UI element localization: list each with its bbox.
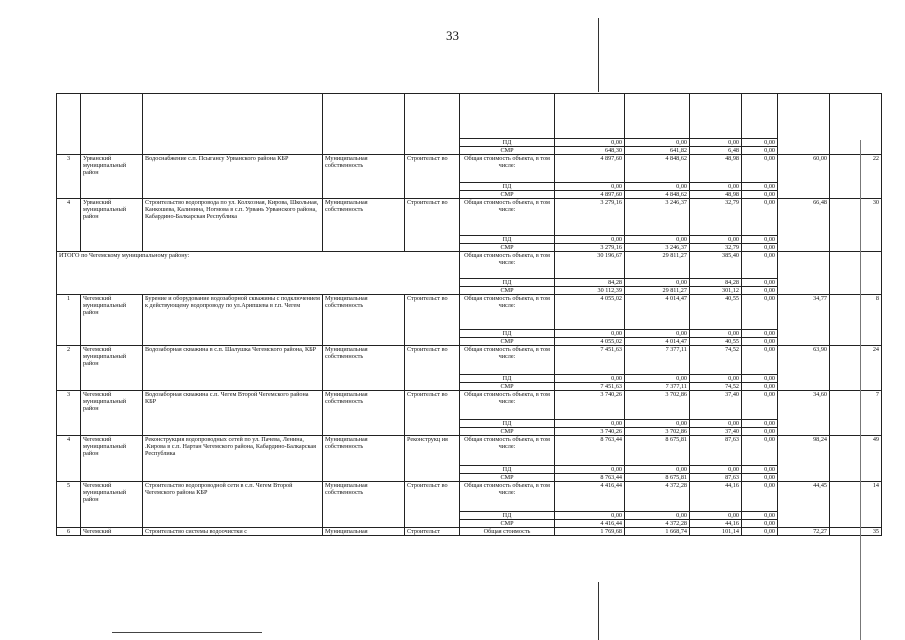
- amount-cell-a: 3 740,26: [555, 428, 625, 436]
- amount-cell-a: 8 763,44: [555, 474, 625, 482]
- amount-cell-d: 0,00: [742, 279, 778, 287]
- smr-label: СМР: [460, 474, 555, 482]
- blank-cell: [81, 147, 143, 155]
- count-cell: 8: [830, 295, 882, 346]
- blank-cell: [778, 147, 830, 155]
- total-cost-label: Общая стоимость объекта, в том числе:: [460, 252, 555, 279]
- amount-cell-d: 0,00: [742, 428, 778, 436]
- amount-cell-d: 0,00: [742, 338, 778, 346]
- table-row: [57, 139, 882, 147]
- amount-cell-a: 4 416,44: [555, 520, 625, 528]
- blank-cell: [830, 94, 882, 139]
- amount-cell-b: 0,00: [625, 512, 690, 520]
- amount-cell-a: 4 897,60: [555, 191, 625, 199]
- count-cell: 14: [830, 482, 882, 528]
- amount-cell-a: 84,28: [555, 279, 625, 287]
- indicator-cell: 44,45: [778, 482, 830, 528]
- amount-cell-a: 7 451,63: [555, 383, 625, 391]
- amount-cell-a: 30 196,67: [555, 252, 625, 279]
- indicator-cell: 34,77: [778, 295, 830, 346]
- amount-cell-d: 0,00: [742, 199, 778, 236]
- smr-label: СМР: [460, 428, 555, 436]
- district-cell: Чегемский муниципальный район: [81, 346, 143, 391]
- amount-cell-b: 3 702,86: [625, 391, 690, 420]
- district-cell: Чегемский муниципальный район: [81, 436, 143, 482]
- amount-cell-b: 0,00: [625, 183, 690, 191]
- ownership-cell: Муниципальная собственность: [323, 482, 405, 528]
- object-name-cell: Бурение и оборудование водозаборной скважины с подключением к действующему водопроводу по ул.Арипшева в г.п. Чегем: [143, 295, 323, 346]
- right-margin-rule: [860, 140, 861, 640]
- investment-table: [56, 93, 882, 536]
- indicator-cell: 98,24: [778, 436, 830, 482]
- count-cell: 35: [830, 528, 882, 536]
- amount-cell-a: 4 416,44: [555, 482, 625, 512]
- amount-cell-b: 0,00: [625, 279, 690, 287]
- amount-cell-d: 0,00: [742, 295, 778, 330]
- row-number: 3: [57, 155, 81, 199]
- amount-cell-b: 0,00: [625, 466, 690, 474]
- district-cell: Чегемский: [81, 528, 143, 536]
- indicator-cell: 60,00: [778, 155, 830, 199]
- amount-cell-a: 0,00: [555, 330, 625, 338]
- amount-cell-b: 0,00: [625, 139, 690, 147]
- pd-label: ПД: [460, 375, 555, 383]
- amount-cell-c: 37,40: [690, 428, 742, 436]
- row-number: 1: [57, 295, 81, 346]
- object-name-cell: Водоснабжение с.п. Псыгансу Урванского района КБР: [143, 155, 323, 199]
- amount-cell-b: 0,00: [625, 420, 690, 428]
- pd-label: ПД: [460, 139, 555, 147]
- table-row: [57, 482, 882, 512]
- blank-cell: [830, 252, 882, 279]
- amount-cell-d: 0,00: [742, 512, 778, 520]
- ownership-cell: Муниципальная собственность: [323, 346, 405, 391]
- amount-cell-b: 0,00: [625, 330, 690, 338]
- amount-cell-a: 8 763,44: [555, 436, 625, 466]
- amount-cell-b: 4 848,62: [625, 155, 690, 183]
- amount-cell-d: 0,00: [742, 147, 778, 155]
- ownership-cell: Муниципальная собственность: [323, 199, 405, 252]
- amount-cell-d: 0,00: [742, 528, 778, 536]
- summary-label: ИТОГО по Чегемскому муниципальному району:: [57, 252, 460, 295]
- smr-label: СМР: [460, 244, 555, 252]
- amount-cell-d: 0,00: [742, 383, 778, 391]
- amount-cell-a: 3 279,16: [555, 199, 625, 236]
- blank-cell: [742, 94, 778, 139]
- table-row: [57, 295, 882, 330]
- pd-label: ПД: [460, 420, 555, 428]
- total-cost-label: Общая стоимость объекта, в том числе:: [460, 155, 555, 183]
- smr-label: СМР: [460, 338, 555, 346]
- amount-cell-d: 0,00: [742, 252, 778, 279]
- amount-cell-c: 48,98: [690, 191, 742, 199]
- amount-cell-c: 87,63: [690, 436, 742, 466]
- amount-cell-c: 37,40: [690, 391, 742, 420]
- blank-cell: [555, 94, 625, 139]
- amount-cell-d: 0,00: [742, 346, 778, 375]
- amount-cell-c: 32,79: [690, 199, 742, 236]
- amount-cell-b: 7 377,11: [625, 346, 690, 375]
- table-row: [57, 436, 882, 466]
- ownership-cell: Муниципальная собственность: [323, 295, 405, 346]
- amount-cell-d: 0,00: [742, 287, 778, 295]
- page-number: 33: [446, 28, 459, 43]
- blank-cell: [625, 94, 690, 139]
- blank-cell: [81, 139, 143, 147]
- amount-cell-c: 40,55: [690, 295, 742, 330]
- ownership-cell: Муниципальная собственность: [323, 155, 405, 199]
- amount-cell-c: 0,00: [690, 330, 742, 338]
- amount-cell-a: 0,00: [555, 420, 625, 428]
- amount-cell-c: 87,63: [690, 474, 742, 482]
- amount-cell-a: 0,00: [555, 512, 625, 520]
- amount-cell-d: 0,00: [742, 236, 778, 244]
- amount-cell-b: 3 702,86: [625, 428, 690, 436]
- smr-label: СМР: [460, 287, 555, 295]
- pd-label: ПД: [460, 330, 555, 338]
- amount-cell-d: 0,00: [742, 436, 778, 466]
- blank-cell: [830, 147, 882, 155]
- amount-cell-a: 648,30: [555, 147, 625, 155]
- amount-cell-a: 7 451,63: [555, 346, 625, 375]
- row-number: 4: [57, 199, 81, 252]
- amount-cell-c: 84,28: [690, 279, 742, 287]
- amount-cell-a: 3 279,16: [555, 244, 625, 252]
- amount-cell-b: 4 372,28: [625, 482, 690, 512]
- blank-cell: [323, 139, 405, 147]
- blank-cell: [57, 94, 81, 139]
- pd-label: ПД: [460, 183, 555, 191]
- object-name-cell: Водозаборная скважина в с.п. Шалушка Чегемского района, КБР: [143, 346, 323, 391]
- work-type-cell: Реконструкц ия: [405, 436, 460, 482]
- indicator-cell: 63,90: [778, 346, 830, 391]
- amount-cell-b: 8 675,81: [625, 436, 690, 466]
- table-row: [57, 94, 882, 139]
- amount-cell-c: 0,00: [690, 420, 742, 428]
- count-cell: 22: [830, 155, 882, 199]
- amount-cell-b: 1 668,74: [625, 528, 690, 536]
- blank-cell: [830, 287, 882, 295]
- table-row: [57, 346, 882, 375]
- amount-cell-a: 0,00: [555, 183, 625, 191]
- amount-cell-a: 0,00: [555, 375, 625, 383]
- indicator-cell: 34,60: [778, 391, 830, 436]
- amount-cell-a: 3 740,26: [555, 391, 625, 420]
- indicator-cell: 66,48: [778, 199, 830, 252]
- amount-cell-d: 0,00: [742, 155, 778, 183]
- amount-cell-c: 74,52: [690, 346, 742, 375]
- amount-cell-d: 0,00: [742, 139, 778, 147]
- blank-cell: [323, 147, 405, 155]
- amount-cell-a: 4 055,02: [555, 295, 625, 330]
- blank-cell: [57, 147, 81, 155]
- work-type-cell: Строительст во: [405, 346, 460, 391]
- amount-cell-c: 0,00: [690, 375, 742, 383]
- count-cell: 7: [830, 391, 882, 436]
- pd-label: ПД: [460, 512, 555, 520]
- amount-cell-c: 301,12: [690, 287, 742, 295]
- amount-cell-b: 7 377,11: [625, 383, 690, 391]
- total-cost-label: Общая стоимость объекта, в том числе:: [460, 482, 555, 512]
- work-type-cell: Строительст во: [405, 391, 460, 436]
- amount-cell-d: 0,00: [742, 466, 778, 474]
- row-number: 3: [57, 391, 81, 436]
- smr-label: СМР: [460, 520, 555, 528]
- amount-cell-a: 0,00: [555, 236, 625, 244]
- amount-cell-c: 0,00: [690, 512, 742, 520]
- smr-label: СМР: [460, 191, 555, 199]
- table-row: [57, 147, 882, 155]
- work-type-cell: Строительст: [405, 528, 460, 536]
- amount-cell-d: 0,00: [742, 474, 778, 482]
- table-row: [57, 391, 882, 420]
- count-cell: 49: [830, 436, 882, 482]
- blank-cell: [778, 279, 830, 287]
- count-cell: 30: [830, 199, 882, 252]
- blank-cell: [778, 139, 830, 147]
- row-number: 4: [57, 436, 81, 482]
- amount-cell-d: 0,00: [742, 244, 778, 252]
- amount-cell-c: 0,00: [690, 183, 742, 191]
- count-cell: 24: [830, 346, 882, 391]
- total-cost-label: Общая стоимость объекта, в том числе:: [460, 199, 555, 236]
- amount-cell-c: 40,55: [690, 338, 742, 346]
- amount-cell-d: 0,00: [742, 420, 778, 428]
- amount-cell-b: 0,00: [625, 375, 690, 383]
- amount-cell-c: 74,52: [690, 383, 742, 391]
- district-cell: Чегемский муниципальный район: [81, 295, 143, 346]
- total-cost-label: Общая стоимость объекта, в том числе:: [460, 295, 555, 330]
- amount-cell-a: 0,00: [555, 139, 625, 147]
- district-cell: Чегемский муниципальный район: [81, 391, 143, 436]
- object-name-cell: Строительство водопровода по ул. Колхозная, Кирова, Школьная, Канкошева, Калинина, Ногмова в с.п. Урвань Урванского района, Кабардино-Балкарская Республика: [143, 199, 323, 252]
- amount-cell-c: 385,40: [690, 252, 742, 279]
- amount-cell-a: 4 897,60: [555, 155, 625, 183]
- blank-cell: [778, 94, 830, 139]
- amount-cell-c: 44,16: [690, 520, 742, 528]
- amount-cell-b: 3 246,37: [625, 199, 690, 236]
- row-number: 2: [57, 346, 81, 391]
- blank-cell: [690, 94, 742, 139]
- object-name-cell: Строительство системы водоочистки с: [143, 528, 323, 536]
- table-row: [57, 155, 882, 183]
- amount-cell-a: 0,00: [555, 466, 625, 474]
- table-row: [57, 252, 882, 279]
- margin-rule-top: [598, 18, 599, 92]
- blank-cell: [405, 147, 460, 155]
- table-row: [57, 199, 882, 236]
- amount-cell-b: 8 675,81: [625, 474, 690, 482]
- blank-cell: [323, 94, 405, 139]
- amount-cell-b: 3 246,37: [625, 244, 690, 252]
- amount-cell-d: 0,00: [742, 520, 778, 528]
- row-number: 6: [57, 528, 81, 536]
- total-cost-label: Общая стоимость объекта, в том числе:: [460, 436, 555, 466]
- work-type-cell: Строительст во: [405, 155, 460, 199]
- blank-cell: [830, 139, 882, 147]
- amount-cell-b: 4 372,28: [625, 520, 690, 528]
- amount-cell-c: 0,00: [690, 139, 742, 147]
- object-name-cell: Строительство водопроводной сети в с.п. Чегем Второй Чегемского района КБР: [143, 482, 323, 528]
- total-cost-label: Общая стоимость: [460, 528, 555, 536]
- amount-cell-b: 29 811,27: [625, 252, 690, 279]
- amount-cell-b: 641,82: [625, 147, 690, 155]
- district-cell: Урванский муниципальный район: [81, 199, 143, 252]
- amount-cell-d: 0,00: [742, 482, 778, 512]
- blank-cell: [405, 139, 460, 147]
- blank-cell: [57, 139, 81, 147]
- table-body: [57, 94, 882, 536]
- work-type-cell: Строительст во: [405, 295, 460, 346]
- work-type-cell: Строительст во: [405, 199, 460, 252]
- amount-cell-d: 0,00: [742, 391, 778, 420]
- pd-label: ПД: [460, 466, 555, 474]
- amount-cell-a: 30 112,39: [555, 287, 625, 295]
- indicator-cell: 72,27: [778, 528, 830, 536]
- object-name-cell: Водозаборная скважина с.п. Чегем Второй Чегемского района КБР: [143, 391, 323, 436]
- amount-cell-b: 4 014,47: [625, 338, 690, 346]
- blank-cell: [81, 94, 143, 139]
- amount-cell-c: 48,98: [690, 155, 742, 183]
- ownership-cell: Муниципальная собственность: [323, 391, 405, 436]
- pd-label: ПД: [460, 279, 555, 287]
- amount-cell-d: 0,00: [742, 191, 778, 199]
- bottom-rule: [112, 632, 262, 633]
- label-cell: [460, 94, 555, 139]
- amount-cell-d: 0,00: [742, 183, 778, 191]
- blank-cell: [143, 139, 323, 147]
- blank-cell: [778, 252, 830, 279]
- margin-rule-bottom: [598, 582, 599, 640]
- amount-cell-c: 44,16: [690, 482, 742, 512]
- smr-label: СМР: [460, 147, 555, 155]
- object-name-cell: Реконструкция водопроводных сетей по ул. Пачева, Ленина, .Кирова в с.п. Нартан Чегемского района, Кабардино-Балкарская Республика: [143, 436, 323, 482]
- amount-cell-c: 32,79: [690, 244, 742, 252]
- smr-label: СМР: [460, 383, 555, 391]
- work-type-cell: Строительст во: [405, 482, 460, 528]
- total-cost-label: Общая стоимость объекта, в том числе:: [460, 346, 555, 375]
- blank-cell: [143, 147, 323, 155]
- amount-cell-c: 0,00: [690, 466, 742, 474]
- amount-cell-b: 29 811,27: [625, 287, 690, 295]
- district-cell: Урванский муниципальный район: [81, 155, 143, 199]
- district-cell: Чегемский муниципальный район: [81, 482, 143, 528]
- blank-cell: [830, 279, 882, 287]
- amount-cell-d: 0,00: [742, 375, 778, 383]
- amount-cell-c: 6,48: [690, 147, 742, 155]
- blank-cell: [405, 94, 460, 139]
- amount-cell-b: 4 014,47: [625, 295, 690, 330]
- ownership-cell: Муниципальная: [323, 528, 405, 536]
- ownership-cell: Муниципальная собственность: [323, 436, 405, 482]
- amount-cell-c: 0,00: [690, 236, 742, 244]
- blank-cell: [143, 94, 323, 139]
- row-number: 5: [57, 482, 81, 528]
- amount-cell-d: 0,00: [742, 330, 778, 338]
- total-cost-label: Общая стоимость объекта, в том числе:: [460, 391, 555, 420]
- table-row: [57, 528, 882, 536]
- pd-label: ПД: [460, 236, 555, 244]
- amount-cell-b: 4 848,62: [625, 191, 690, 199]
- blank-cell: [778, 287, 830, 295]
- amount-cell-b: 0,00: [625, 236, 690, 244]
- amount-cell-a: 1 769,68: [555, 528, 625, 536]
- amount-cell-a: 4 055,02: [555, 338, 625, 346]
- amount-cell-c: 101,14: [690, 528, 742, 536]
